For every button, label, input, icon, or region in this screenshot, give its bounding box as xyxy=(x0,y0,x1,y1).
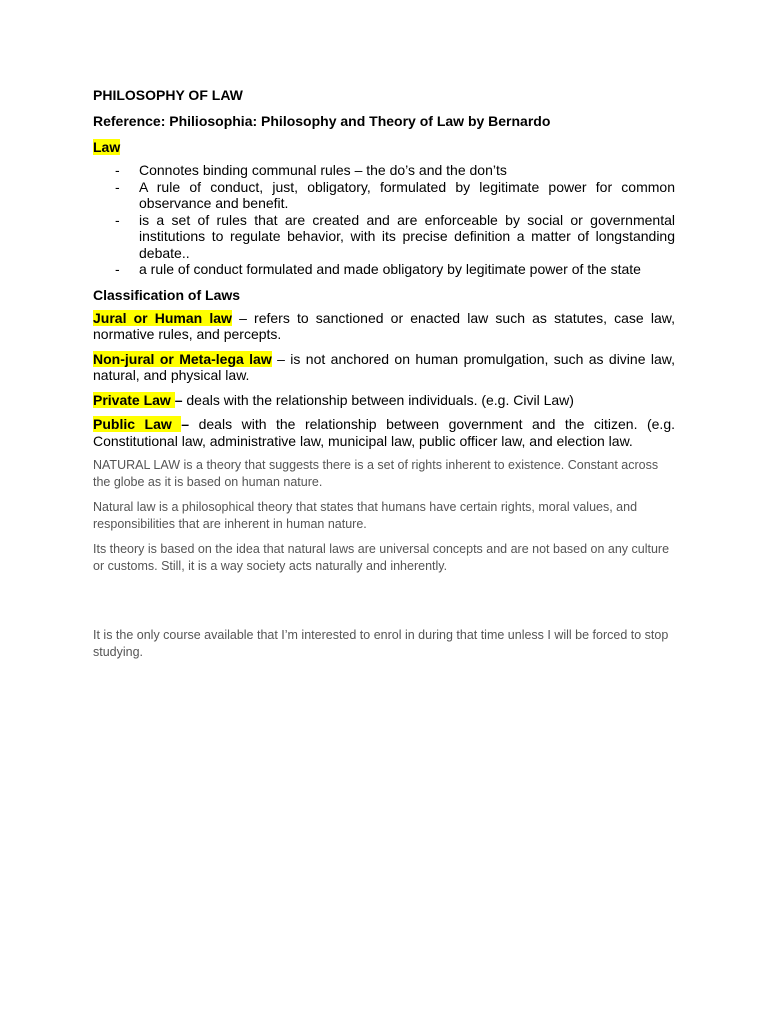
law-heading-text: Law xyxy=(93,139,121,155)
list-item xyxy=(93,212,675,262)
classification-heading: Classification of Laws xyxy=(93,286,241,303)
jural-law-paragraph xyxy=(93,310,675,343)
non-jural-law-paragraph xyxy=(93,351,675,384)
private-law-term: Private Law xyxy=(93,391,175,408)
public-law-paragraph xyxy=(93,416,675,449)
list-item xyxy=(93,261,675,278)
jural-law-text: – refers to sanctioned or enacted law such as statutes, case law, normative rules, and percepts. xyxy=(93,309,675,342)
list-dash: - xyxy=(115,178,120,195)
public-law-text: deals with the relationship between government and the citizen. (e.g. Constitutional law, administrative law, municipal law, public officer law, and election law. xyxy=(93,416,675,449)
private-law-text: deals with the relationship between individuals. (e.g. Civil Law) xyxy=(182,391,574,408)
private-law-paragraph xyxy=(93,392,675,409)
list-item xyxy=(93,179,675,212)
list-item xyxy=(93,162,675,179)
document-title: PHILOSOPHY OF LAW xyxy=(93,87,243,103)
reference-line: Reference: Philiosophia: Philosophy and Theory of Law by Bernardo xyxy=(93,113,551,129)
non-jural-law-text: – is not anchored on human promulgation, such as divine law, natural, and physical law. xyxy=(93,350,676,383)
definition-text: a rule of conduct formulated and made obligatory by legitimate power of the state xyxy=(139,261,641,277)
natural-law-paragraph: Natural law is a philosophical theory that states that humans have certain rights, moral values, and responsibilities that are inherent in human nature. xyxy=(93,500,638,531)
natural-law-paragraph: Its theory is based on the idea that natural laws are universal concepts and are not based on any culture or customs. Still, it is a way society acts naturally and inherently. xyxy=(93,542,670,573)
list-dash: - xyxy=(115,211,120,228)
list-dash: - xyxy=(115,162,120,178)
private-law-dash: – xyxy=(174,391,183,408)
law-definitions-list xyxy=(93,162,675,278)
definition-text: A rule of conduct, just, obligatory, formulated by legitimate power for common observance and benefit. xyxy=(139,178,675,211)
non-jural-law-term: Non-jural or Meta-lega law xyxy=(93,350,272,367)
document-page xyxy=(93,86,675,669)
list-dash: - xyxy=(115,261,120,277)
public-law-term: Public Law xyxy=(93,416,182,432)
definition-text: Connotes binding communal rules – the do’s and the don’ts xyxy=(139,162,507,178)
natural-law-paragraph: NATURAL LAW is a theory that suggests there is a set of rights inherent to existence. Constant across the globe as it is based on human nature. xyxy=(93,458,659,489)
jural-law-term: Jural or Human law xyxy=(93,309,232,326)
blank-space xyxy=(93,583,675,627)
law-heading xyxy=(93,138,675,156)
public-law-dash: – xyxy=(181,416,190,432)
definition-text: is a set of rules that are created and are enforceable by social or governmental institutions to regulate behavior, with its precise definition a matter of longstanding debate.. xyxy=(139,211,675,261)
closing-paragraph: It is the only course available that I’m interested to enrol in during that time unless I will be forced to stop studying. xyxy=(93,628,669,659)
